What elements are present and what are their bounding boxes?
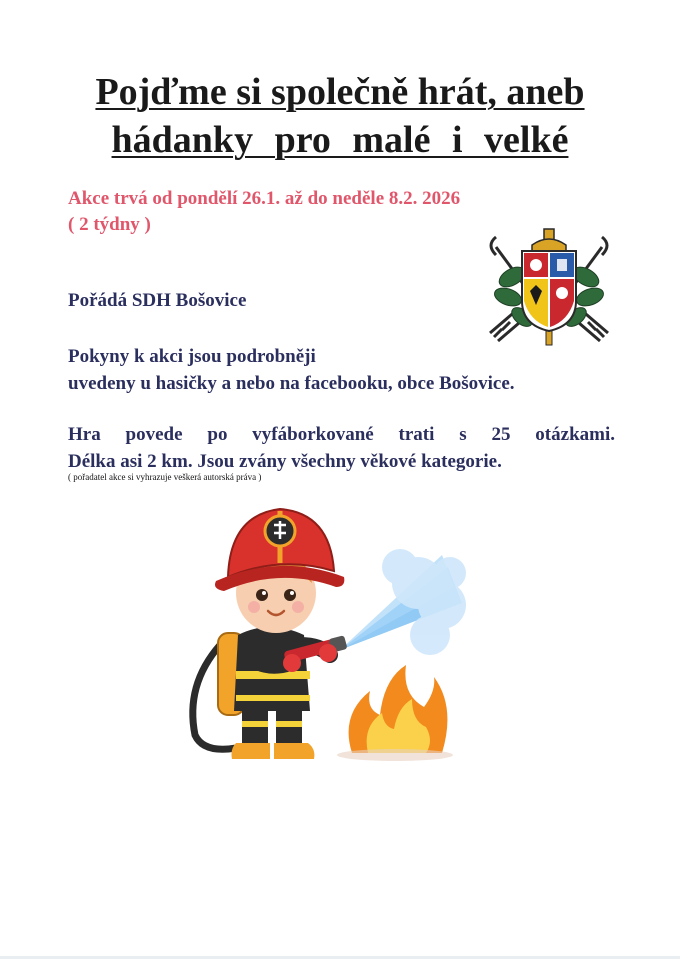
dates-line-2: ( 2 týdny ) <box>68 214 151 235</box>
instructions-line-2: uvedeny u hasičky a nebo na facebooku, obce Bošovice. <box>68 373 515 394</box>
copyright-note: ( pořadatel akce si vyhrazuje veškerá autorská práva ) <box>68 472 262 482</box>
instructions-line-1: Pokyny k akci jsou podrobněji <box>68 346 316 367</box>
route-line-2: Délka asi 2 km. Jsou zvány všechny věkové kategorie. <box>68 451 502 472</box>
firefighter-emblem-icon <box>482 225 616 349</box>
instructions-text <box>68 343 515 397</box>
organizer-text: Pořádá SDH Bošovice <box>68 290 247 311</box>
child-firefighter-illustration <box>180 495 480 775</box>
route-text <box>68 421 615 475</box>
route-line-1: Hra povede po vyfáborkované trati s 25 otázkami. <box>68 424 615 445</box>
title-line-2: hádanky pro malé i velké <box>111 119 569 161</box>
event-dates <box>68 186 460 238</box>
dates-line-1: Akce trvá od pondělí 26.1. až do neděle 8.2. 2026 <box>68 188 461 209</box>
title-line-1: Pojďme si společně hrát, aneb <box>95 71 585 113</box>
page-title <box>40 68 640 164</box>
